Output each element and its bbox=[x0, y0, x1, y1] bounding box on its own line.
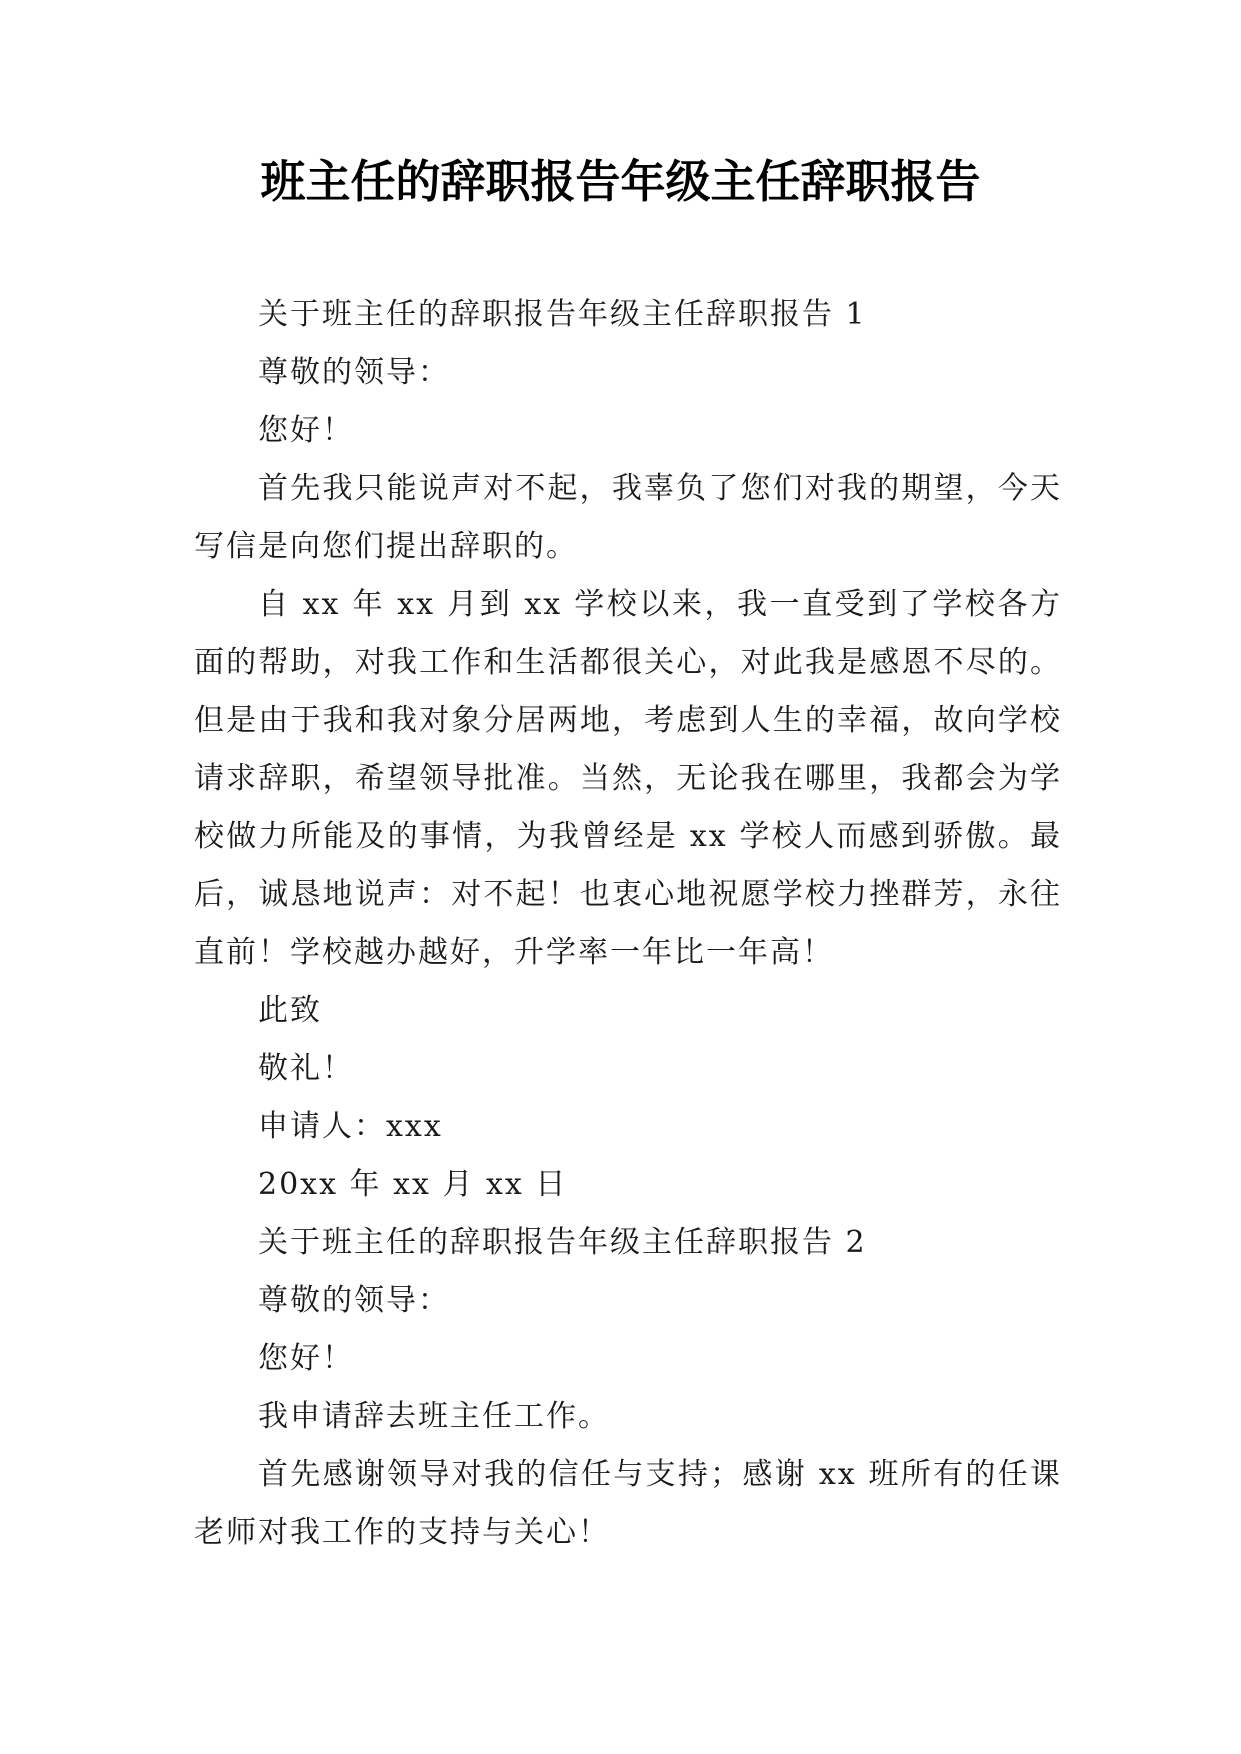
paragraph-request: 我申请辞去班主任工作。 bbox=[258, 1399, 610, 1434]
salutation-2: 尊敬的领导： bbox=[258, 1283, 450, 1318]
salutation: 尊敬的领导： bbox=[258, 355, 450, 390]
greeting: 您好！ bbox=[258, 413, 354, 448]
paragraph-reason: 自 xx 年 xx 月到 xx 学校以来，我一直受到了学校各方面的帮助，对我工作和生活都很关心，对此我是感恩不尽的。但是由于我和我对象分居两地，考虑到人生的幸福，故向学校请求辞职，希望领导批准。当然，无论我在哪里，我都会为学校做力所能及的事情，为我曾经是 xx 学校人而感到骄傲。最后，诚恳地说声：对不起！也衷心地祝愿学校力挫群芳，永往直前！学校越办越好，升学率一年比一年高！ bbox=[194, 587, 1062, 970]
greeting-2: 您好！ bbox=[258, 1341, 354, 1376]
document-title: 班主任的辞职报告年级主任辞职报告 bbox=[260, 155, 981, 208]
applicant-line: 申请人：xxx bbox=[258, 1109, 443, 1144]
date-line: 20xx 年 xx 月 xx 日 bbox=[258, 1167, 568, 1202]
section-heading-2: 关于班主任的辞职报告年级主任辞职报告 2 bbox=[258, 1225, 867, 1260]
document-body bbox=[194, 286, 1062, 1562]
closing-cizhi: 此致 bbox=[258, 993, 322, 1028]
section-heading-1: 关于班主任的辞职报告年级主任辞职报告 1 bbox=[258, 297, 867, 332]
paragraph-apology: 首先我只能说声对不起，我辜负了您们对我的期望，今天写信是向您们提出辞职的。 bbox=[194, 471, 1062, 564]
closing-jingli: 敬礼！ bbox=[258, 1051, 354, 1086]
paragraph-thanks: 首先感谢领导对我的信任与支持；感谢 xx 班所有的任课老师对我工作的支持与关心！ bbox=[194, 1457, 1062, 1550]
